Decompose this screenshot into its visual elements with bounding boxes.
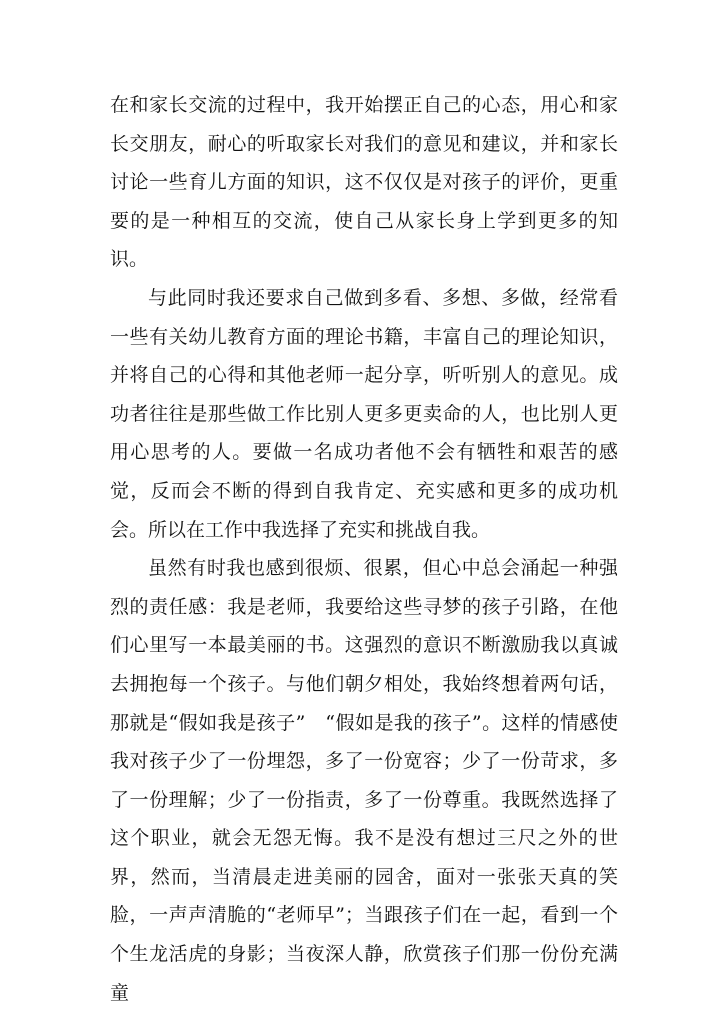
document-body [110,86,618,1012]
paragraph-3: 虽然有时我也感到很烦、很累，但心中总会涌起一种强烈的责任感：我是老师，我要给这些寻梦的孩子引路，在他们心里写一本最美丽的书。这强烈的意识不断激励我以真诚去拥抱每一个孩子。与他们朝夕相处，我始终想着两句话，那就是“假如我是孩子” “假如是我的孩子”。这样的情感使我对孩子少了一份埋怨，多了一份宽容；少了一份苛求，多了一份理解；少了一份指责，多了一份尊重。我既然选择了这个职业，就会无怨无悔。我不是没有想过三尺之外的世界，然而，当清晨走进美丽的园舍，面对一张张天真的笑脸，一声声清脆的“老师早”；当跟孩子们在一起，看到一个个生龙活虎的身影；当夜深人静，欣赏孩子们那一份份充满童 [110,557,618,1004]
paragraph-1: 在和家长交流的过程中，我开始摆正自己的心态，用心和家长交朋友，耐心的听取家长对我们的意见和建议，并和家长讨论一些育儿方面的知识，这不仅仅是对孩子的评价，更重要的是一种相互的交流，使自己从家长身上学到更多的知识。 [110,94,618,271]
paragraph-2: 与此同时我还要求自己做到多看、多想、多做，经常看一些有关幼儿教育方面的理论书籍，丰富自己的理论知识，并将自己的心得和其他老师一起分享，听听别人的意见。成功者往往是那些做工作比别人更多更卖命的人，也比别人更用心思考的人。要做一名成功者他不会有牺牲和艰苦的感觉，反而会不断的得到自我肯定、充实感和更多的成功机会。所以在工作中我选择了充实和挑战自我。 [110,286,618,541]
